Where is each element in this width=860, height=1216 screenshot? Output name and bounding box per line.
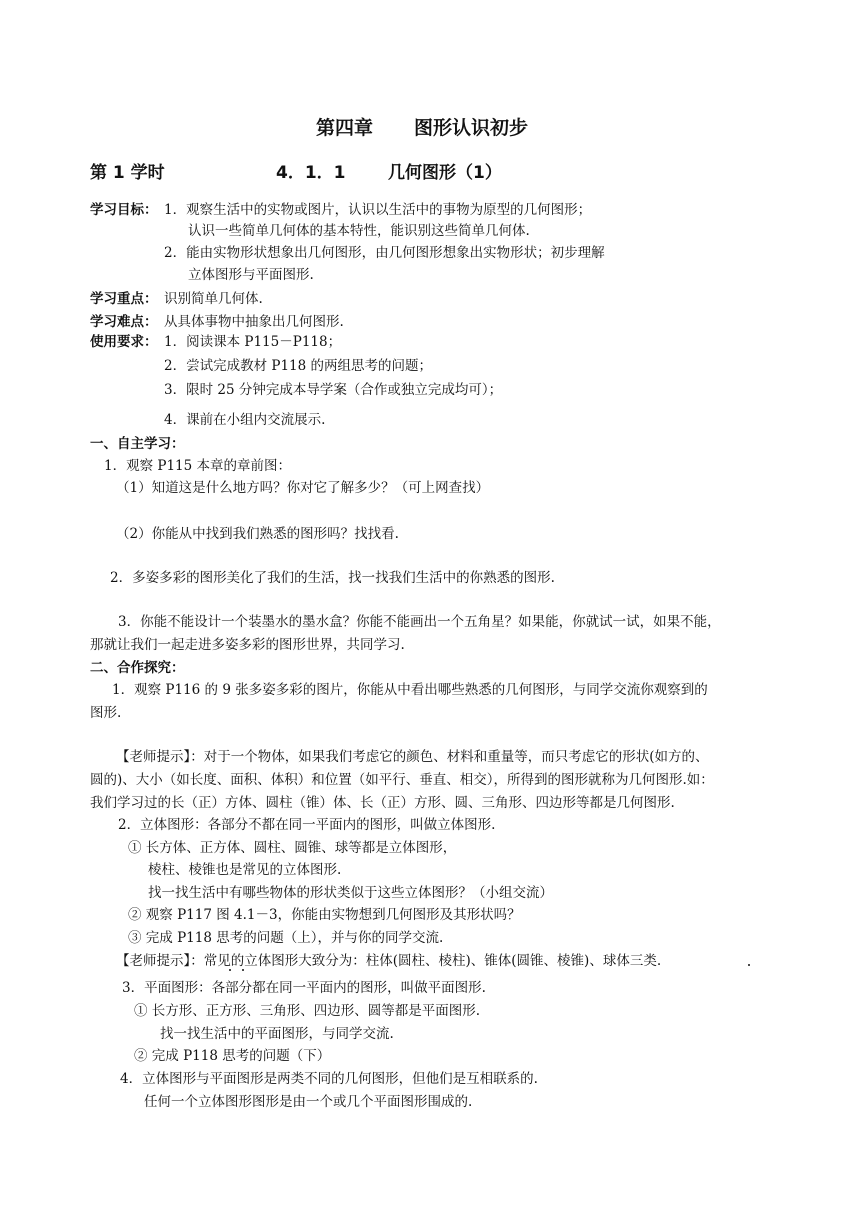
part1-q3a: 3．你能不能设计一个装墨水的墨水盒？你能不能画出一个五角星？如果能，你就试一试，如果不能，: [118, 614, 721, 630]
lesson-section: 4．1．1: [276, 163, 346, 183]
part2-q1a: 1．观察 P116 的 9 张多姿多彩的图片，你能从中看出哪些熟悉的几何图形，与同学交流你观察到的: [112, 682, 708, 698]
emphasis-dot: [229, 969, 231, 971]
usage-1: 1．阅读课本 P115－P118；: [164, 334, 342, 350]
usage-3: 3．限时 25 分钟完成本导学案（合作或独立完成均可）；: [164, 382, 503, 398]
part2-q3-1a: ① 长方形、正方形、三角形、四边形、圆等都是平面图形.: [134, 1003, 481, 1019]
difficulty-label: 学习难点：: [90, 314, 158, 330]
part2-q3: 3．平面图形：各部分都在同一平面内的图形，叫做平面图形.: [122, 980, 486, 996]
goal-2: 2．能由实物形状想象出几何图形，由几何图形想象出实物形状；初步理解: [164, 245, 605, 261]
lesson-name: 几何图形（1）: [388, 163, 502, 183]
part1-heading: 一、自主学习：: [90, 436, 185, 452]
goal-2-cont: 立体图形与平面图形.: [188, 267, 314, 283]
part2-q4b: 任何一个立体图形图形是由一个或几个平面图形围成的.: [144, 1094, 473, 1110]
part2-q1b: 图形.: [90, 705, 122, 721]
teacher-tip-1b: 圆的)、大小（如长度、面积、体积）和位置（如平行、垂直、相交），所得到的图形就称为几何图形.如：: [90, 772, 714, 788]
chapter-title: 图形认识初步: [414, 117, 529, 139]
part1-q1b: （2）你能从中找到我们熟悉的图形吗？找找看.: [116, 526, 399, 542]
teacher-tip-2: 【老师提示】：常见的立体图形大致分为：柱体(圆柱、棱柱)、锥体(圆锥、棱锥)、球体三类.: [116, 953, 662, 969]
goals-label: 学习目标：: [90, 202, 158, 218]
difficulty-text: 从具体事物中抽象出几何图形.: [164, 314, 344, 330]
focus-label: 学习重点：: [90, 291, 158, 307]
teacher-tip-1a: 【老师提示】：对于一个物体，如果我们考虑它的颜色、材料和重量等，而只考虑它的形状(如方的、: [116, 749, 709, 765]
part1-q1a: （1）知道这是什么地方吗？你对它了解多少？（可上网查找）: [116, 480, 490, 496]
part2-heading: 二、合作探究：: [90, 660, 185, 676]
emphasis-dot: [748, 964, 750, 966]
goal-1: 1．观察生活中的实物或图片，认识以生活中的事物为原型的几何图形；: [164, 202, 592, 218]
emphasis-dot: [242, 969, 244, 971]
usage-label: 使用要求：: [90, 334, 158, 350]
part2-q3-2: ② 完成 P118 思考的问题（下）: [134, 1048, 331, 1064]
teacher-tip-1c: 我们学习过的长（正）方体、圆柱（锥）体、长（正）方形、圆、三角形、四边形等都是几何图形.: [90, 795, 675, 811]
part2-q2-1b: 棱柱、棱锥也是常见的立体图形.: [148, 862, 342, 878]
part1-q1: 1．观察 P115 本章的章前图：: [104, 458, 292, 474]
part1-q2: 2．多姿多彩的图形美化了我们的生活，找一找我们生活中的你熟悉的图形.: [110, 570, 555, 586]
part2-q2-2: ② 观察 P117 图 4.1－3，你能由实物想到几何图形及其形状吗？: [128, 907, 521, 923]
usage-4: 4．课前在小组内交流展示.: [164, 412, 326, 428]
lesson-period: 第 1 学时: [90, 163, 165, 183]
part2-q2: 2．立体图形：各部分不都在同一平面内的图形，叫做立体图形.: [118, 817, 496, 833]
focus-text: 识别简单几何体.: [164, 291, 263, 307]
part2-q2-1c: 找一找生活中有哪些物体的形状类似于这些立体图形？（小组交流）: [148, 885, 553, 901]
part2-q2-1a: ① 长方体、正方体、圆柱、圆锥、球等都是立体图形，: [128, 840, 457, 856]
usage-2: 2．尝试完成教材 P118 的两组思考的问题；: [164, 358, 433, 374]
part2-q3-1b: 找一找生活中的平面图形，与同学交流.: [160, 1026, 394, 1042]
part2-q4a: 4．立体图形与平面图形是两类不同的几何图形，但他们是互相联系的.: [120, 1071, 538, 1087]
chapter-number: 第四章: [316, 117, 374, 139]
part2-q2-3: ③ 完成 P118 思考的问题（上），并与你的同学交流.: [128, 930, 444, 946]
goal-1-cont: 认识一些简单几何体的基本特性，能识别这些简单几何体.: [188, 223, 530, 239]
part1-q3b: 那就让我们一起走进多姿多彩的图形世界，共同学习.: [90, 637, 405, 653]
